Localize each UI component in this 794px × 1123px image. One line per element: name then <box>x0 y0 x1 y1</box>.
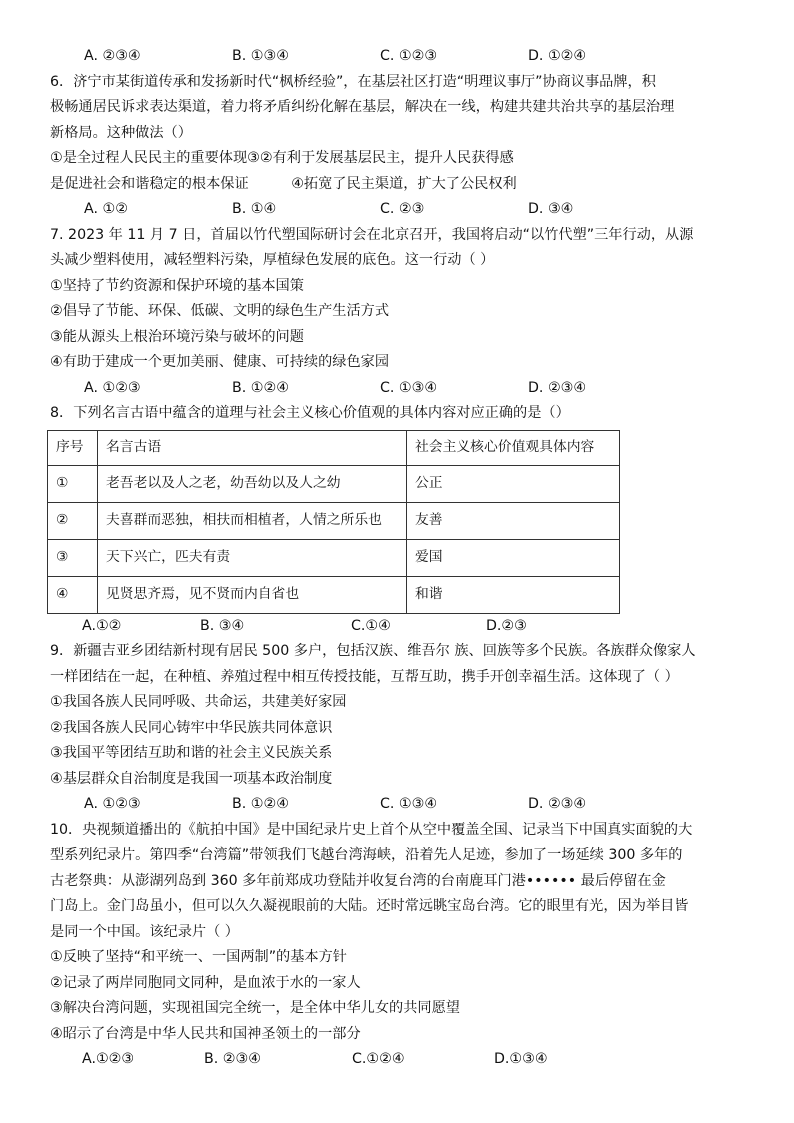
q10-stem-line: 10．央视频道播出的《航拍中国》是中国纪录片史上首个从空中覆盖全国、记录当下中国真实面貌的大 <box>50 821 693 838</box>
q8-options <box>50 614 750 640</box>
table-cell-quote: 天下兴亡，匹夫有责 <box>98 539 407 576</box>
q8-option-d[interactable]: D.②③ <box>486 617 527 634</box>
q9-statement: ③我国平等团结互助和谐的社会主义民族关系 <box>50 745 333 761</box>
q9-stem-line: 一样团结在一起，在种植、养殖过程中相互传授技能，互帮互助，携手开创幸福生活。这体现了（ ） <box>50 668 679 685</box>
q5-option-d[interactable]: D. ①②④ <box>528 48 587 64</box>
q9-option-c[interactable]: C. ①③④ <box>380 796 438 812</box>
q7-statement: ③能从源头上根治环境污染与破坏的问题 <box>50 328 304 345</box>
q9-statement: ②我国各族人民同心铸牢中华民族共同体意识 <box>50 719 333 736</box>
q6-option-d[interactable]: D. ③④ <box>528 201 574 217</box>
q6-option-c[interactable]: C. ②③ <box>380 201 425 217</box>
question-8 <box>50 401 750 639</box>
q7-statement: ④有助于建成一个更加美丽、健康、可持续的绿色家园 <box>50 354 390 370</box>
q10-statement: ④昭示了台湾是中华人民共和国神圣领土的一部分 <box>50 1025 361 1042</box>
q7-stem-line: 头减少塑料使用，减轻塑料污染，厚植绿色发展的底色。这一行动（ ） <box>50 252 495 268</box>
table-row <box>48 465 620 502</box>
q7-option-b[interactable]: B. ①②④ <box>232 379 289 396</box>
table-row <box>48 539 620 576</box>
table-cell-value: 爱国 <box>407 539 620 576</box>
q7-options <box>50 376 750 402</box>
q8-option-a[interactable]: A.①② <box>82 617 122 634</box>
q6-option-a[interactable]: A. ①② <box>84 201 128 217</box>
table-cell-quote: 夫喜群而恶独，相扶而相植者，人情之所乐也 <box>98 502 407 539</box>
q10-stem-line: 是同一个中国。该纪录片（ ） <box>50 923 239 940</box>
q9-option-b[interactable]: B. ①②④ <box>232 796 289 812</box>
q8-stem: 8．下列名言古语中蕴含的道理与社会主义核心价值观的具体内容对应正确的是（） <box>50 405 570 421</box>
table-cell-num: ② <box>48 502 98 539</box>
q10-stem-line: 门岛上。金门岛虽小，但可以久久凝视眼前的大陆。还时常远眺宝岛台湾。它的眼里有光，因为举目皆 <box>50 898 689 914</box>
table-cell-value: 和谐 <box>407 576 620 613</box>
q10-statement: ①反映了坚持“和平统一、一国两制”的基本方针 <box>50 949 347 965</box>
q6-stem-line: 新格局。这种做法（） <box>50 124 192 141</box>
q7-statement: ①坚持了节约资源和保护环境的基本国策 <box>50 277 304 294</box>
table-cell-quote: 见贤思齐焉，见不贤而内自省也 <box>98 576 407 613</box>
q9-option-d[interactable]: D. ②③④ <box>528 796 587 812</box>
q7-statement: ②倡导了节能、环保、低碳、文明的绿色生产生活方式 <box>50 303 390 319</box>
table-row <box>48 576 620 613</box>
q10-option-b[interactable]: B. ②③④ <box>204 1051 261 1067</box>
table-cell-quote: 老吾老以及人之老，幼吾幼以及人之幼 <box>98 465 407 502</box>
q6-stem-line: 极畅通居民诉求表达渠道，着力将矛盾纠纷化解在基层，解决在一线，构建共建共治共享的基层治理 <box>50 99 675 115</box>
table-header-cell: 社会主义核心价值观具体内容 <box>407 430 620 465</box>
q5-option-b[interactable]: B. ①③④ <box>232 48 289 64</box>
q7-stem-line: 7. 2023 年 11 月 7 日，首届以竹代塑国际研讨会在北京召开，我国将启动“以竹代塑”三年行动，从源 <box>50 226 694 243</box>
q6-options <box>50 197 750 223</box>
question-7 <box>50 223 750 402</box>
q8-option-b[interactable]: B. ③④ <box>200 617 245 634</box>
exam-page <box>50 44 750 1073</box>
q9-statement: ①我国各族人民同呼吸、共命运，共建美好家园 <box>50 694 347 710</box>
q10-option-c[interactable]: C.①②④ <box>352 1051 405 1067</box>
q10-stem-line: 型系列纪录片。第四季“台湾篇”带领我们飞越台湾海峡，沿着先人足迹，参加了一场延续 300 多年的 <box>50 847 683 863</box>
q10-statement: ③解决台湾问题，实现祖国完全统一，是全体中华儿女的共同愿望 <box>50 1000 460 1016</box>
q7-option-a[interactable]: A. ①②③ <box>84 379 141 396</box>
table-cell-num: ④ <box>48 576 98 613</box>
q10-option-a[interactable]: A.①②③ <box>82 1051 135 1067</box>
q6-option-b[interactable]: B. ①④ <box>232 201 277 217</box>
q9-option-a[interactable]: A. ①②③ <box>84 796 141 812</box>
q10-option-d[interactable]: D.①③④ <box>494 1051 548 1067</box>
question-10 <box>50 818 750 1073</box>
q5-option-a[interactable]: A. ②③④ <box>84 48 141 64</box>
table-header-cell: 名言古语 <box>98 430 407 465</box>
table-header-cell: 序号 <box>48 430 98 465</box>
q10-options <box>50 1047 750 1073</box>
q5-options <box>50 44 750 70</box>
table-cell-value: 公正 <box>407 465 620 502</box>
q6-statement: 是促进社会和谐稳定的根本保证 ④拓宽了民主渠道，扩大了公民权利 <box>50 175 517 192</box>
table-cell-value: 友善 <box>407 502 620 539</box>
q8-table <box>47 430 620 614</box>
q6-statement: ①是全过程人民民主的重要体现③②有利于发展基层民主，提升人民获得感 <box>50 150 514 166</box>
q9-options <box>50 792 750 818</box>
q6-stem-line: 6．济宁市某街道传承和发扬新时代“枫桥经验”，在基层社区打造“明理议事厅”协商议事品牌，积 <box>50 73 656 90</box>
q5-option-c[interactable]: C. ①②③ <box>380 48 438 64</box>
question-6 <box>50 70 750 223</box>
table-header-row <box>48 430 620 465</box>
table-cell-num: ① <box>48 465 98 502</box>
q7-option-d[interactable]: D. ②③④ <box>528 379 587 396</box>
q10-statement: ②记录了两岸同胞同文同种，是血浓于水的一家人 <box>50 974 361 991</box>
table-cell-num: ③ <box>48 539 98 576</box>
q9-statement: ④基层群众自治制度是我国一项基本政治制度 <box>50 770 333 787</box>
q9-stem-line: 9．新疆吉亚乡团结新村现有居民 500 多户，包括汉族、维吾尔 族、回族等多个民族。各族群众像家人 <box>50 643 696 659</box>
question-9 <box>50 639 750 818</box>
q10-stem-line: 古老祭典：从澎湖列岛到 360 多年前郑成功登陆并收复台湾的台南鹿耳门港•••••• 最后停留在金 <box>50 872 666 889</box>
q8-option-c[interactable]: C.①④ <box>351 617 391 634</box>
table-row <box>48 502 620 539</box>
q7-option-c[interactable]: C. ①③④ <box>380 379 438 396</box>
